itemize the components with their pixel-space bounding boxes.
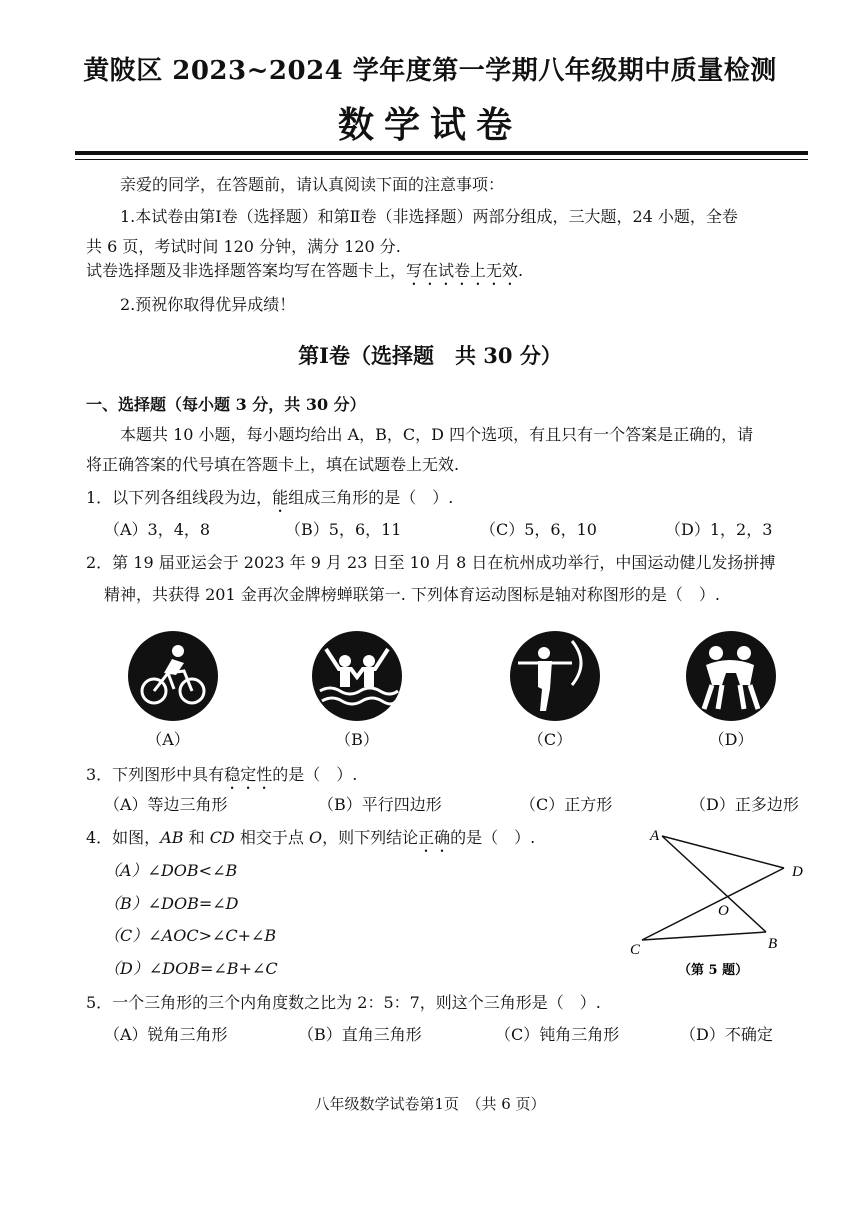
q5-option-c: （C）钝角三角形 — [495, 1025, 620, 1044]
q1-option-a: （A）3，4，8 — [104, 520, 211, 539]
q1-stem — [86, 485, 453, 516]
q4-option-b: （B）∠DOB=∠D — [104, 894, 239, 913]
section-instruction-line1: 本题共 10 小题，每小题均给出 A，B，C，D 四个选项，有且只有一个答案是正确的，请 — [120, 425, 754, 444]
q2-label-d: （D） — [708, 730, 754, 749]
q2-label-a: （A） — [146, 730, 190, 749]
q2-label-c: （C） — [527, 730, 573, 749]
page-footer: 八年级数学试卷第1页 （共 6 页） — [314, 1095, 546, 1113]
part1-heading: 第Ⅰ卷（选择题 共 30 分） — [298, 343, 562, 368]
q4-stem-f: 的是（ ）. — [450, 828, 536, 847]
q4-var-o: O — [308, 828, 323, 847]
q3-option-b: （B）平行四边形 — [318, 795, 442, 814]
q2-stem-line1: 2．第 19 届亚运会于 2023 年 9 月 23 日至 10 月 8 日在杭州成功举行，中国运动健儿发扬拼搏 — [86, 553, 776, 572]
q3-stem-c: 的是（ ）. — [272, 765, 358, 784]
q3-emphasis: 稳定性 — [224, 765, 273, 784]
q1-emphasis: 能 — [272, 488, 289, 507]
q4-var-cd: CD — [209, 828, 235, 847]
q4-option-a: （A）∠DOB<∠B — [104, 861, 238, 880]
q1-stem-c: 组成三角形的是（ ）. — [288, 488, 454, 507]
section-instruction-line2: 将正确答案的代号填在答题卡上，填在试题卷上无效. — [86, 455, 460, 474]
label-d: D — [792, 864, 803, 880]
q5-option-b: （B）直角三角形 — [298, 1025, 422, 1044]
q3-option-c: （C）正方形 — [520, 795, 613, 814]
notice-greeting: 亲爱的同学，在答题前，请认真阅读下面的注意事项： — [120, 175, 505, 194]
q3-option-a: （A）等边三角形 — [104, 795, 228, 814]
q1-stem-a: 1．以下列各组线段为边， — [86, 488, 273, 507]
q1-option-b: （B）5，6，11 — [285, 520, 402, 539]
notice-item1-line1: 1.本试卷由第Ⅰ卷（选择题）和第Ⅱ卷（非选择题）两部分组成，三大题，24 小题，全卷 — [120, 207, 738, 226]
synchronized-swimming-icon — [312, 631, 402, 721]
cycling-icon — [128, 631, 218, 721]
q2-label-b: （B） — [335, 730, 379, 749]
figure-caption: （第 5 题） — [678, 963, 749, 978]
label-a: A — [650, 828, 660, 844]
q5-option-a: （A）锐角三角形 — [104, 1025, 228, 1044]
notice-item1-line3-a: 试卷选择题及非选择题答案均写在答题卡上， — [86, 261, 407, 280]
q4-stem-c: 相交于点 — [234, 828, 309, 847]
q3-stem — [86, 762, 357, 793]
header-rule-thin — [75, 159, 808, 160]
q5-stem: 5．一个三角形的三个内角度数之比为 2：5：7，则这个三角形是（ ）. — [86, 993, 601, 1012]
q3-option-d: （D）正多边形 — [690, 795, 799, 814]
q4-var-ab: AB — [160, 828, 184, 847]
section-title: 一、选择题（每小题 3 分，共 30 分） — [86, 395, 366, 414]
notice-item1-line3 — [86, 258, 523, 289]
q4-stem-b: 和 — [183, 828, 210, 847]
label-o: O — [718, 903, 729, 919]
q1-option-d: （D）1，2，3 — [665, 520, 773, 539]
notice-item1-line2: 共 6 页，考试时间 120 分钟，满分 120 分. — [86, 237, 401, 256]
geometry-figure — [620, 820, 820, 985]
q4-stem-a: 4．如图， — [86, 828, 161, 847]
exam-title: 黄陂区 2023~2024 学年度第一学期八年级期中质量检测 — [83, 56, 777, 86]
label-b: B — [768, 936, 778, 952]
notice-emphasis: 写在试卷上无效 — [406, 261, 519, 280]
notice-item2: 2.预祝你取得优异成绩！ — [120, 295, 296, 314]
q4-stem-d: ，则下列结论 — [322, 828, 419, 847]
wrestling-icon — [686, 631, 776, 721]
q3-stem-a: 3．下列图形中具有 — [86, 765, 225, 784]
archery-icon — [510, 631, 600, 721]
q4-option-d: （D）∠DOB=∠B+∠C — [104, 959, 278, 978]
q4-option-c: （C）∠AOC>∠C+∠B — [104, 926, 277, 945]
q2-stem-line2: 精神，共获得 201 金再次金牌榜蝉联第一. 下列体育运动图标是轴对称图形的是（ ）. — [104, 585, 720, 604]
q4-emphasis: 正确 — [418, 828, 451, 847]
label-c: C — [630, 942, 641, 958]
notice-item1-line3-c: . — [518, 261, 524, 280]
q1-option-c: （C）5，6，10 — [480, 520, 597, 539]
q4-stem — [86, 825, 535, 856]
q5-option-d: （D）不确定 — [680, 1025, 773, 1044]
header-rule-thick — [75, 151, 808, 155]
subject-title: 数学试卷 — [337, 104, 522, 146]
